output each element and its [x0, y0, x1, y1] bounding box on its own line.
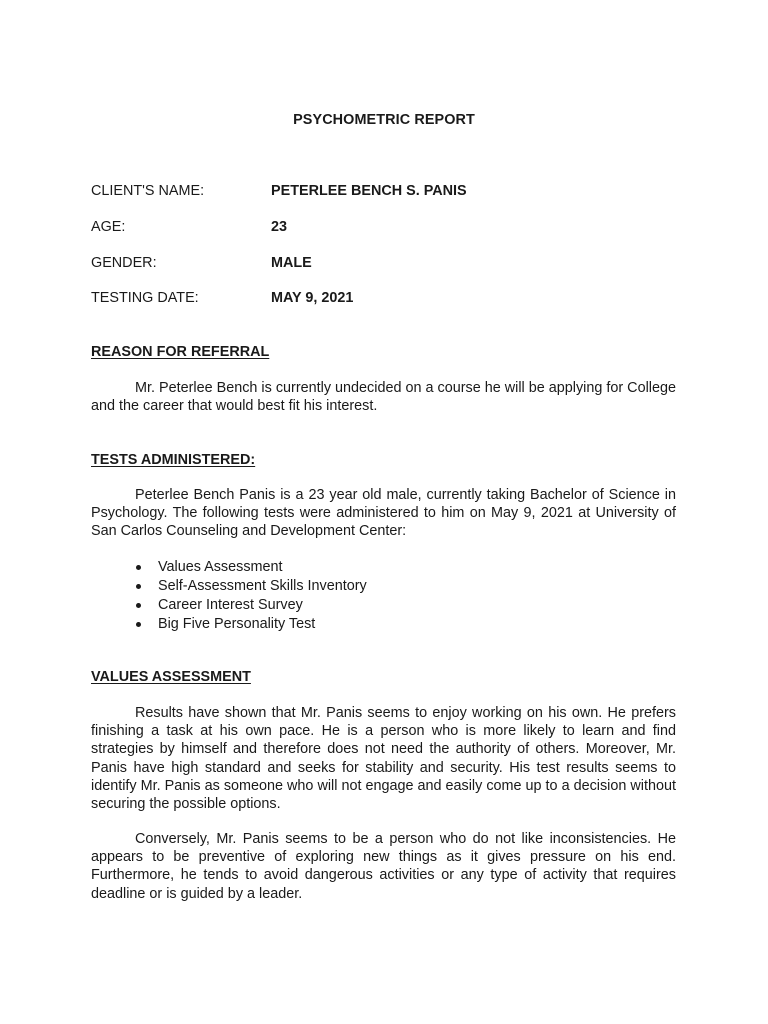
values-assessment-paragraph-2: Conversely, Mr. Panis seems to be a person who do not like inconsistencies. He appears to be preventive of exploring new things as it gives pressure on his end. Furthermore, he tends to avoid dangerous activities or any type of activity that requires deadline or is guided by a leader. — [91, 831, 676, 902]
client-name-value: PETERLEE BENCH S. PANIS — [271, 183, 467, 199]
testing-date-label: TESTING DATE: — [91, 290, 199, 306]
test-name: Values Assessment — [158, 559, 283, 575]
reason-for-referral-heading: REASON FOR REFERRAL — [91, 344, 270, 360]
bullet-icon — [136, 603, 141, 608]
age-value: 23 — [271, 219, 288, 235]
testing-date-row — [91, 289, 691, 309]
list-item — [91, 615, 367, 634]
tests-administered-text: Peterlee Bench Panis is a 23 year old male, currently taking Bachelor of Science in Psychology. The following tests were administered to him on May 9, 2021 at University of San Carlos Counseling and Development Center: — [91, 487, 676, 540]
client-name-row — [91, 182, 691, 202]
test-name: Self-Assessment Skills Inventory — [158, 578, 367, 594]
reason-for-referral-text: Mr. Peterlee Bench is currently undecided on a course he will be applying for College and the career that would best fit his interest. — [91, 380, 676, 415]
tests-list — [91, 558, 367, 634]
age-label: AGE: — [91, 219, 126, 235]
gender-value: MALE — [271, 255, 312, 271]
bullet-icon — [136, 584, 141, 589]
values-assessment-heading: VALUES ASSESSMENT — [91, 669, 251, 685]
age-row — [91, 218, 691, 238]
list-item — [91, 558, 367, 577]
report-title: PSYCHOMETRIC REPORT — [293, 112, 475, 128]
tests-administered-heading: TESTS ADMINISTERED: — [91, 452, 256, 468]
test-name: Big Five Personality Test — [158, 616, 316, 632]
values-assessment-paragraph-1: Results have shown that Mr. Panis seems to enjoy working on his own. He prefers finishing a task at his own pace. He is a person who is more likely to learn and find strategies by himself and therefore does not need the authority of others. Moreover, Mr. Panis have high standard and seeks for stability and security. His test results seems to identify Mr. Panis as someone who will not engage and easily come up to a decision without securing the possible options. — [91, 705, 676, 813]
testing-date-value: MAY 9, 2021 — [271, 290, 354, 306]
gender-row — [91, 254, 691, 274]
bullet-icon — [136, 565, 141, 570]
bullet-icon — [136, 622, 141, 627]
gender-label: GENDER: — [91, 255, 157, 271]
list-item — [91, 596, 367, 615]
client-name-label: CLIENT'S NAME: — [91, 183, 205, 199]
list-item — [91, 577, 367, 596]
test-name: Career Interest Survey — [158, 597, 303, 613]
